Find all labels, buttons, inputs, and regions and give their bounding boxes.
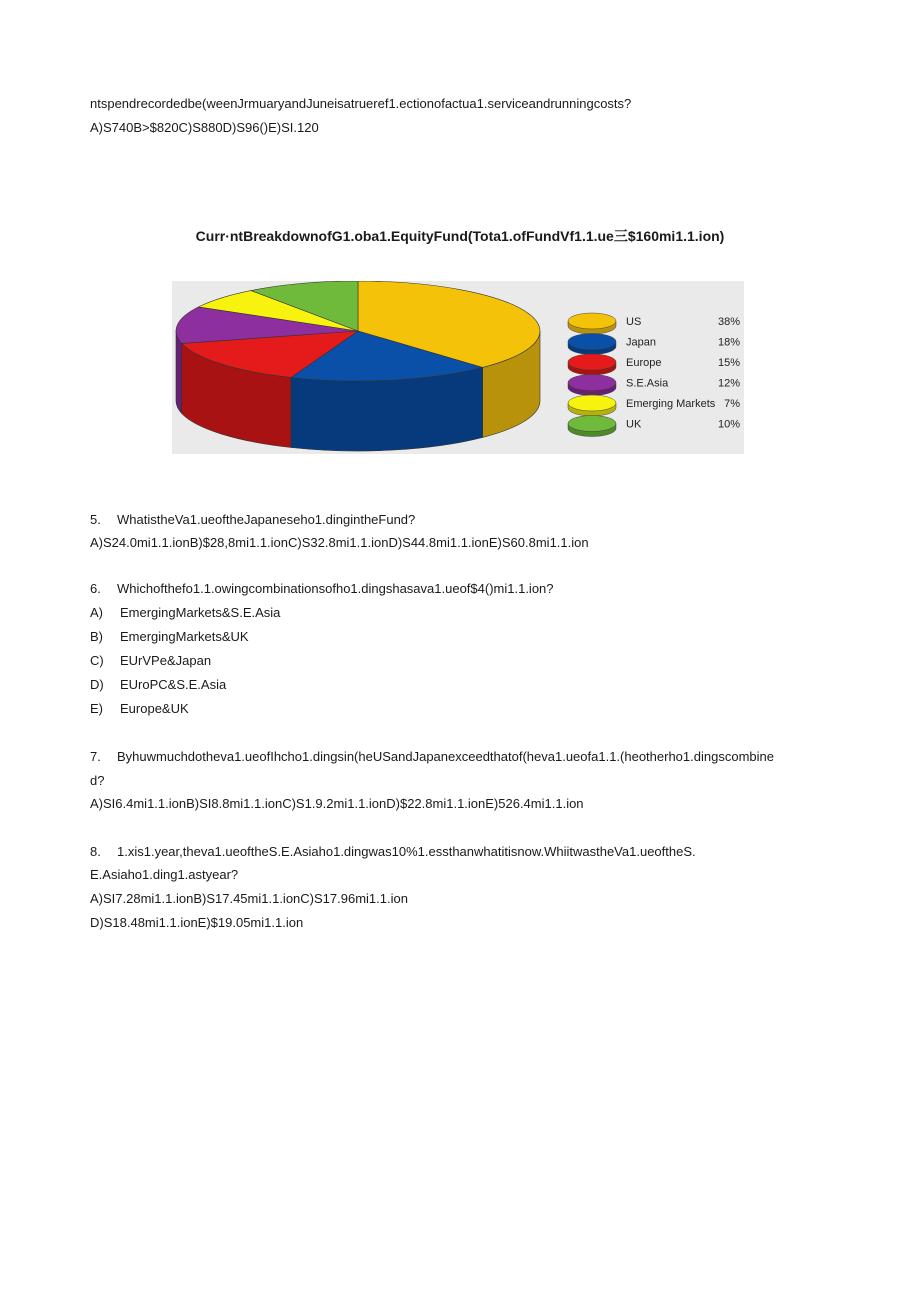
option-letter: E) (90, 701, 103, 716)
legend-item (568, 313, 740, 334)
question-6 (90, 581, 554, 597)
option-text: EmergingMarkets&UK (120, 629, 249, 644)
question-text: Byhuwmuchdotheva1.ueofIhcho1.dingsin(heUSandJapanexceedthatof(heva1.ueofa1.1.(heotherho1.dingscombine (117, 749, 774, 764)
option-text: EUroPC&S.E.Asia (120, 677, 227, 692)
legend-item (568, 416, 740, 437)
legend-label: Emerging Markets (626, 398, 716, 410)
chart-title: Curr·ntBreakdownofG1.oba1.EquityFund(Tota1.ofFundVf1.1.ue三$160mi1.1.ion) (195, 228, 725, 244)
question-text: 1.xis1.year,theva1.ueoftheS.E.Asiaho1.dingwas10%1.essthanwhatitisnow.WhiitwastheVa1.ueoftheS. (117, 844, 696, 859)
legend-label: S.E.Asia (626, 377, 669, 390)
legend-swatch (568, 395, 616, 411)
legend-value: 18% (717, 336, 740, 349)
option-letter: B) (90, 629, 103, 644)
legend-value: 38% (717, 316, 740, 328)
question-number: 5. (90, 512, 101, 527)
question-8 (90, 844, 696, 860)
question-8-answers: A)SI7.28mi1.1.ionB)S17.45mi1.1.ionC)S17.96mi1.1.ion (90, 891, 408, 906)
option-b (90, 629, 249, 645)
legend-item (568, 334, 740, 355)
intro-question-line: ntspendrecordedbe(weenJrmuaryandJuneisatrueref1.ectionofactua1.serviceandrunningcosts? (90, 96, 632, 111)
question-7-continued: d? (90, 773, 105, 788)
legend-item (568, 375, 740, 396)
question-5 (90, 512, 415, 528)
legend-swatch (568, 313, 616, 329)
question-number: 8. (90, 844, 101, 859)
legend-value: 12% (717, 377, 740, 390)
pie-side-s-e-asia (176, 331, 182, 413)
question-number: 7. (90, 749, 101, 764)
option-letter: C) (90, 653, 104, 668)
option-text: EUrVPe&Japan (120, 653, 212, 668)
question-8-continued: E.Asiaho1.ding1.astyear? (90, 867, 239, 882)
legend-item (568, 395, 740, 416)
question-7 (90, 749, 774, 765)
legend-label: US (626, 316, 642, 328)
question-text: WhatistheVa1.ueoftheJapaneseho1.dingintheFund? (117, 512, 416, 527)
legend-value: 15% (717, 357, 740, 369)
option-letter: D) (90, 677, 104, 692)
legend-swatch (568, 334, 616, 350)
option-c (90, 653, 211, 669)
legend-swatch (568, 354, 616, 370)
question-8-answers-continued: D)S18.48mi1.1.ionE)$19.05mi1.1.ion (90, 915, 304, 930)
option-text: Europe&UK (120, 701, 189, 716)
legend-value: 10% (717, 418, 740, 431)
legend-swatch (568, 375, 616, 391)
option-d (90, 677, 226, 693)
pie-chart (172, 281, 744, 454)
legend-label: Japan (626, 336, 656, 349)
option-text: EmergingMarkets&S.E.Asia (120, 605, 281, 620)
legend-value: 7% (724, 398, 740, 410)
legend-label: Europe (626, 357, 662, 369)
legend-swatch (568, 416, 616, 432)
question-number: 6. (90, 581, 101, 596)
legend-label: UK (626, 418, 642, 431)
question-5-answers: A)S24.0mi1.1.ionB)$28,8mi1.1.ionC)S32.8mi1.1.ionD)S44.8mi1.1.ionE)S60.8mi1.1.ion (90, 535, 589, 550)
option-a (90, 605, 280, 621)
question-7-answers: A)SI6.4mi1.1.ionB)SI8.8mi1.1.ionC)S1.9.2mi1.1.ionD)$22.8mi1.1.ionE)526.4mi1.1.ion (90, 796, 584, 811)
question-text: Whichofthefo1.1.owingcombinationsofho1.dingshasava1.ueof$4()mi1.1.ion? (117, 581, 554, 596)
legend-item (568, 354, 740, 375)
option-e (90, 701, 189, 717)
intro-answer-line: A)S740B>$820C)S880D)S96()E)SI.120 (90, 120, 319, 135)
pie-chart-svg (172, 281, 744, 454)
option-letter: A) (90, 605, 103, 620)
